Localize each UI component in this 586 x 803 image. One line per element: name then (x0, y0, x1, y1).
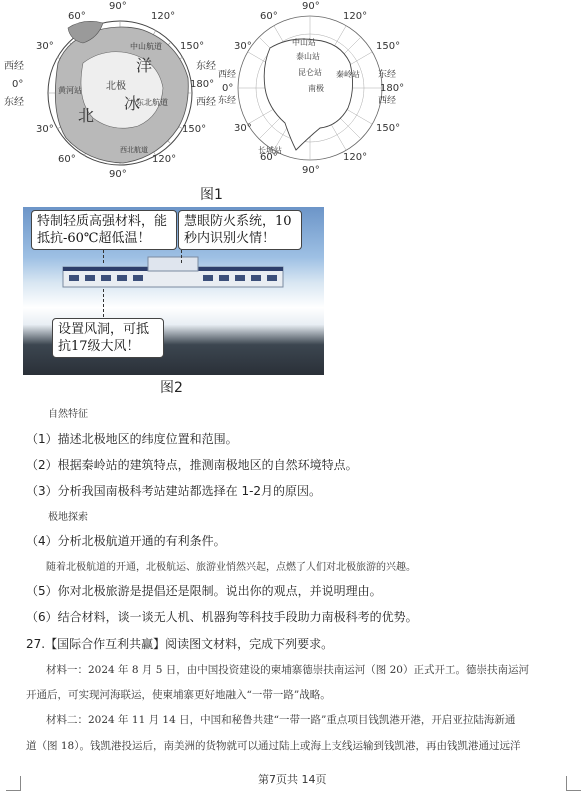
arctic-lon-label: 120° (152, 154, 177, 165)
page-corner-mark (6, 776, 21, 791)
route-label: 西北航道 (120, 146, 148, 154)
callout-wind (52, 318, 164, 358)
antarctic-lon-label: 90° (302, 165, 320, 176)
material-note: 随着北极航道的开通，北极航运、旅游业悄然兴起，点燃了人们对北极旅游的兴趣。 (46, 562, 416, 573)
material-1-line-1: 材料一：2024 年 8 月 5 日，由中国投资建设的柬埔寨德崇扶南运河（图 20）正式开工。德崇扶南运河 (46, 664, 529, 676)
station-building (53, 255, 293, 295)
station-label: 秦岭站 (336, 70, 360, 79)
section-heading-natural: 自然特征 (48, 409, 88, 420)
callout-wind-text: 设置风洞，可抵抗17级大风！ (58, 322, 150, 354)
antarctic-lon-label: 0° (222, 83, 234, 94)
arctic-lon-label: 0° (12, 79, 24, 90)
question-1: （1）描述北极地区的纬度位置和范围。 (26, 432, 238, 446)
station-label: 昆仑站 (298, 68, 322, 77)
question-3: （3）分析我国南极科考站建站都选择在 1-2月的原因。 (26, 484, 322, 498)
station-label: 泰山站 (296, 52, 320, 61)
arctic-lon-label: 30° (36, 41, 54, 52)
arctic-hemisphere-label: 西经 (4, 61, 24, 72)
arctic-lon-label: 120° (151, 11, 176, 22)
station-label: 中山站 (292, 38, 316, 47)
station-label: 长城站 (258, 146, 282, 155)
arctic-hemisphere-label: 西经 (196, 97, 216, 108)
antarctic-hemisphere-label: 西经 (378, 96, 397, 106)
arctic-lon-label: 30° (36, 124, 54, 135)
antarctic-hemisphere-label: 东经 (218, 96, 237, 106)
arctic-lon-label: 180° (190, 79, 215, 90)
north-pole-label: 北极 (106, 81, 126, 92)
callout-materials-text: 特制轻质高强材料，能抵抗-60℃超低温！ (37, 214, 168, 246)
antarctic-lon-label: 150° (376, 123, 401, 134)
ocean-name-char: 冰 (124, 94, 141, 113)
arctic-hemisphere-label: 东经 (196, 61, 216, 72)
route-label: 东北航道 (136, 98, 168, 107)
antarctic-lon-label: 120° (343, 152, 368, 163)
antarctic-lon-label: 30° (234, 123, 252, 134)
antarctic-lon-label: 30° (234, 41, 252, 52)
callout-fire-text: 慧眼防火系统，10秒内识别火情！ (184, 214, 292, 246)
figure1-caption: 图1 (200, 187, 223, 203)
south-pole-label: 南极 (308, 84, 324, 93)
page-corner-mark (566, 776, 581, 791)
arctic-lon-label: 60° (58, 154, 76, 165)
antarctic-hemisphere-label: 东经 (378, 70, 397, 80)
station-label: 黄河站 (58, 86, 82, 95)
callout-materials (31, 210, 177, 250)
question-2: （2）根据秦岭站的建筑特点，推测南极地区的自然环境特点。 (26, 458, 358, 472)
figure2-caption: 图2 (160, 380, 183, 396)
ocean-name-char: 北 (78, 106, 95, 125)
ocean-name-char: 洋 (136, 56, 153, 75)
antarctic-lon-label: 150° (376, 41, 401, 52)
question-4: （4）分析北极航道开通的有利条件。 (26, 534, 226, 548)
arctic-lon-label: 90° (109, 1, 127, 12)
question-5: （5）你对北极旅游是提倡还是限制。说出你的观点，并说明理由。 (26, 584, 382, 598)
arctic-hemisphere-label: 东经 (4, 97, 24, 108)
arctic-lon-label: 150° (180, 41, 205, 52)
antarctic-lon-label: 60° (260, 152, 278, 163)
antarctic-lon-label: 90° (302, 1, 320, 12)
callout-fire (178, 210, 302, 250)
antarctic-lon-label: 180° (380, 83, 405, 94)
antarctic-hemisphere-label: 西经 (218, 70, 237, 80)
page-footer: 第7页共 14页 (258, 773, 327, 786)
antarctic-lon-label: 120° (343, 11, 368, 22)
arctic-lon-label: 60° (68, 11, 86, 22)
wind-arrow (103, 289, 106, 317)
arctic-lon-label: 150° (182, 124, 207, 135)
material-2-line-2: 道（图 18）。钱凯港投运后，南美洲的货物就可以通过陆上或海上支线运输到钱凯港，再由钱凯港通过远洋 (26, 740, 521, 752)
material-2-line-1: 材料二：2024 年 11 月 14 日，中国和秘鲁共建“一带一路”重点项目钱凯港开港，开启亚拉陆海新通 (46, 714, 516, 726)
question-27-heading: 27.【国际合作互利共赢】阅读图文材料，完成下列要求。 (26, 637, 334, 651)
section-heading-exploration: 极地探索 (48, 512, 88, 523)
arctic-lon-label: 90° (109, 169, 127, 180)
question-6: （6）结合材料，谈一谈无人机、机器狗等科技手段助力南极科考的优势。 (26, 610, 418, 624)
route-label: 中山航道 (130, 42, 162, 51)
antarctic-lon-label: 60° (260, 11, 278, 22)
material-1-line-2: 开通后，可实现河海联运，使柬埔寨更好地融入“一带一路”战略。 (26, 689, 331, 701)
